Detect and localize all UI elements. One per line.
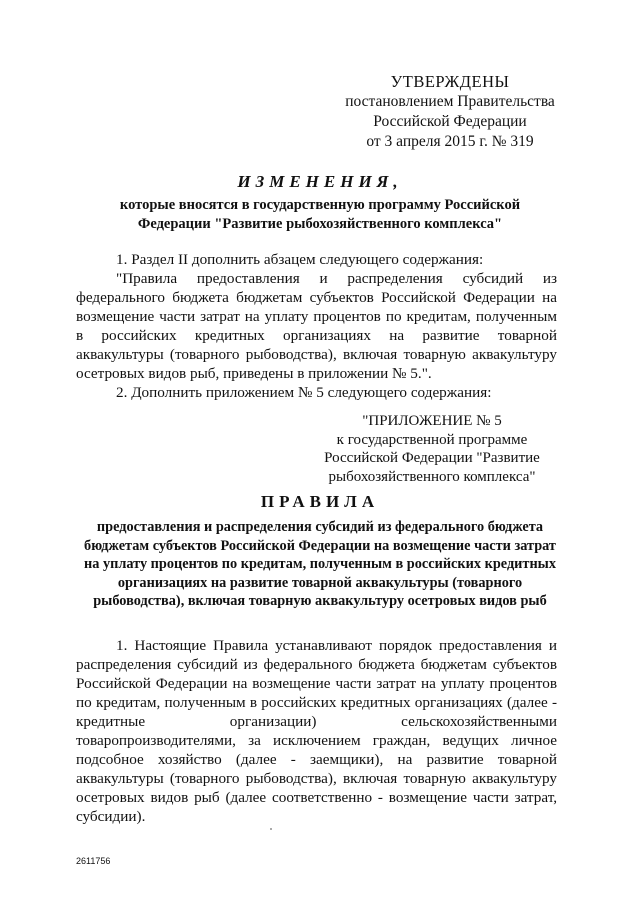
approval-date: от 3 апреля 2015 г. № 319 xyxy=(366,133,534,150)
item-1-quote: "Правила предоставления и распределения субсидий из федерального бюджета бюджетам субъектов Российской Федерации на возмещение части затрат на уплату процентов по кредитам, полученным в российских кредитных организациях на развитие товарной аквакультуры (товарного рыбоводства), включая товарную аквакультуру осетровых видов рыб, приведены в приложении № 5.". xyxy=(76,270,557,382)
scan-speck xyxy=(270,828,272,830)
approval-stamp xyxy=(345,72,555,152)
item-1 xyxy=(76,250,557,383)
rules-paragraph-1 xyxy=(76,636,557,826)
changes-title: ИЗМЕНЕНИЯ, xyxy=(237,172,403,191)
changes-subtitle: которые вносятся в государственную программу Российской Федерации "Развитие рыбохозяйственного комплекса" xyxy=(119,197,521,232)
item-2-text: 2. Дополнить приложением № 5 следующего содержания: xyxy=(116,384,492,401)
annex-line: к государственной программе xyxy=(336,431,528,448)
annex-line: Российской Федерации "Развитие xyxy=(324,450,540,466)
item-1-lead: 1. Раздел II дополнить абзацем следующего содержания: xyxy=(116,251,484,268)
annex-line: "ПРИЛОЖЕНИЕ № 5 xyxy=(362,413,502,429)
item-2 xyxy=(76,383,557,402)
rules-paragraph-1-text: 1. Настоящие Правила устанавливают порядок предоставления и распределения субсидий из федерального бюджета бюджетам субъектов Российской Федерации на возмещение части затрат на уплату процентов по кредитам, полученным в российских кредитных организациях (далее - кредитные организации) сельскохозяйственными товаропроизводителями, за исключением граждан, ведущих личное подсобное хозяйство (далее - заемщики), на развитие товарной аквакультуры (товарного рыбоводства), включая товарную аквакультуру осетровых видов рыб (далее соответственно - возмещение части затрат, субсидии). xyxy=(76,637,557,825)
approval-line: Российской Федерации xyxy=(373,113,527,130)
annex-line: рыбохозяйственного комплекса" xyxy=(328,468,536,485)
rules-subtitle: предоставления и распределения субсидий из федерального бюджета бюджетам субъектов Российской Федерации на возмещение части затрат на уплату процентов по кредитам, полученным в российских кредитных организациях на развитие товарной аквакультуры (товарного рыбоводства), включая товарную аквакультуру осетровых видов рыб xyxy=(83,519,556,609)
document-number: 2611756 xyxy=(76,856,111,866)
annex-header xyxy=(312,412,552,486)
approval-heading: УТВЕРЖДЕНЫ xyxy=(390,72,510,91)
approval-line: постановлением Правительства xyxy=(345,93,555,110)
rules-title: ПРАВИЛА xyxy=(260,492,380,511)
